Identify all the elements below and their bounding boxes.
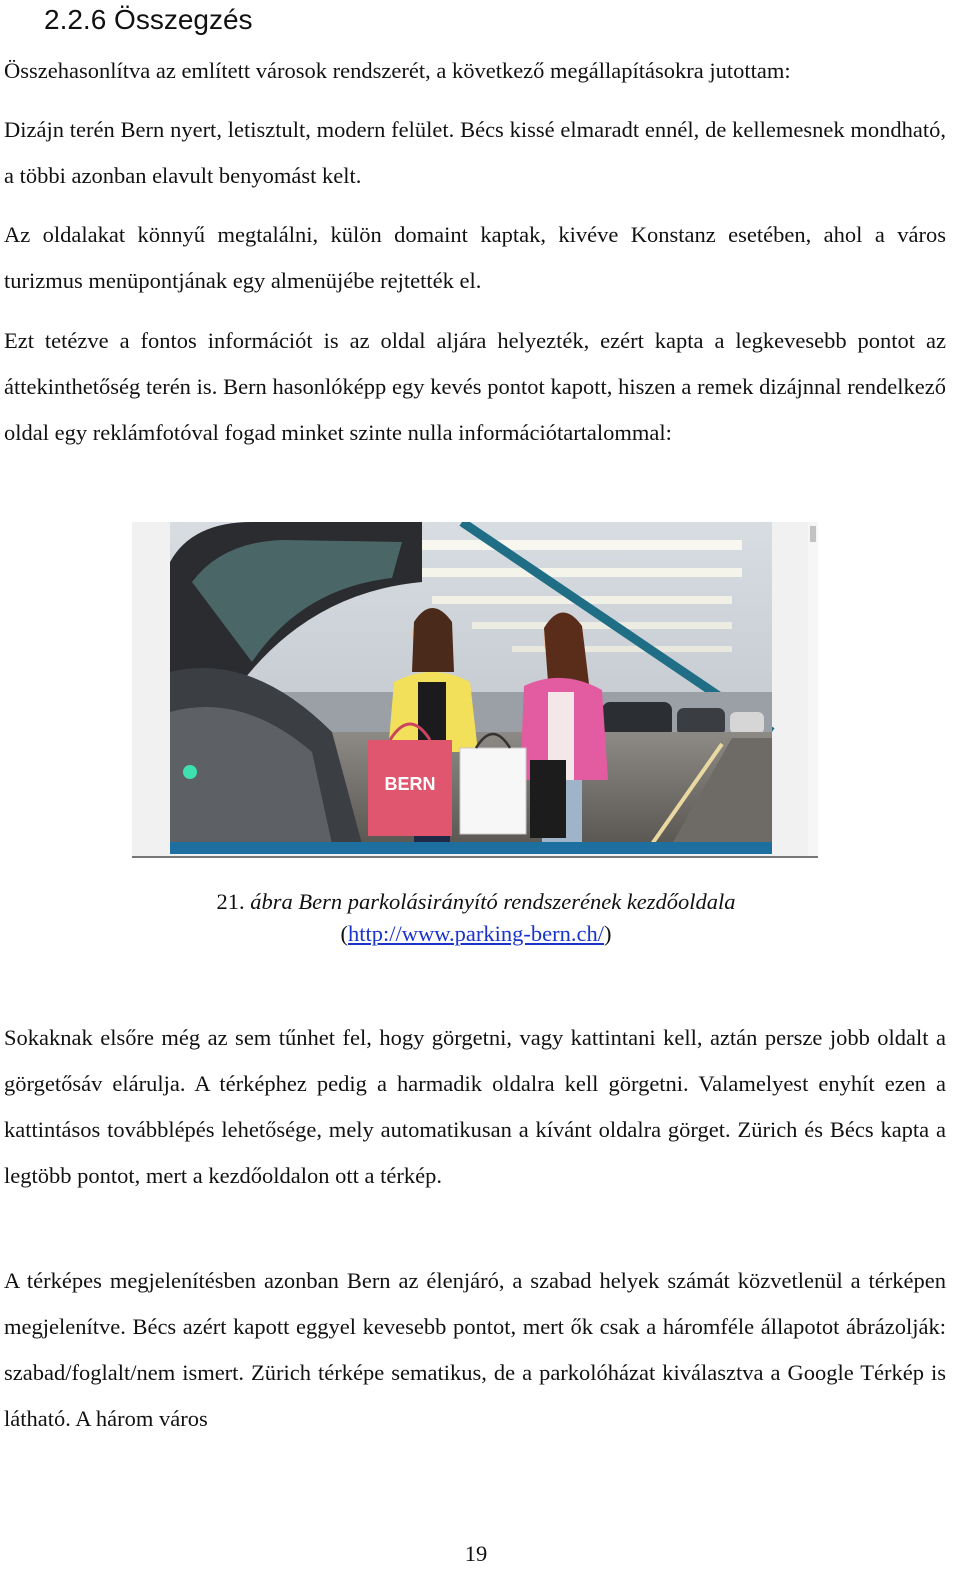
scrollbar-thumb [810,526,816,542]
paragraph-design: Dizájn terén Bern nyert, letisztult, modern felület. Bécs kissé elmaradt ennél, de kellemesnek mondható, a többi azonban elavult benyomást kelt. [4,117,946,188]
figure-caption-line1 [0,886,952,918]
section-heading: 2.2.6 Összegzés [44,4,253,35]
figure-number: 21. [216,889,245,914]
caption-paren-open: ( [340,921,348,946]
bern-homepage-screenshot [132,522,818,858]
paragraph-intro: Összehasonlítva az említett városok rendszerét, a következő megállapításokra jutottam: [4,58,791,83]
parking-garage-photo [132,522,818,856]
caption-paren-close: ) [603,921,612,946]
page-number: 19 [464,1541,488,1566]
paragraph-map-display: A térképes megjelenítésben azonban Bern az élenjáró, a szabad helyek számát közvetlenül a térképen megjelenítve. Bécs azért kapott eggyel kevesebb pontot, mert ők csak a háromféle állapotot ábrázolják: szabad/foglalt/nem ismert. Zürich térképe sematikus, de a parkolóházat kiválasztva a Google Térkép is látható. A három város [4,1268,946,1431]
bag-label: BERN [384,774,436,794]
parking-bern-link[interactable]: http://www.parking-bern.ch/ [348,921,604,946]
figure-caption-text: ábra Bern parkolásirányító rendszerének kezdőoldala [250,889,736,914]
paragraph-overview: Ezt tetézve a fontos információt is az oldal aljára helyezték, ezért kapta a legkevesebb pontot az áttekinthetőség terén is. Bern hasonlóképp egy kevés pontot kapott, hiszen a remek dizájnnal rendelkező oldal egy reklámfotóval fogad minket szinte nulla információtartalommal: [4,328,946,445]
figure-caption-line2 [0,918,952,950]
bern-shopping-bag [368,724,452,836]
paragraph-findability: Az oldalakat könnyű megtalálni, külön domaint kaptak, kivéve Konstanz esetében, ahol a város turizmus menüpontjának egy almenüjébe rejtették el. [4,222,946,293]
paragraph-scrolling: Sokaknak elsőre még az sem tűnhet fel, hogy görgetni, vagy kattintani kell, aztán persze jobb oldalt a görgetősáv elárulja. A térképhez pedig a harmadik oldalra kell görgetni. Valamelyest enyhít ezen a kattintásos továbblépés lehetősége, mely automatikusan a kívánt oldalra görget. Zürich és Bécs kapta a legtöbb pontot, mert a kezdőoldalon ott a térkép. [4,1025,946,1188]
